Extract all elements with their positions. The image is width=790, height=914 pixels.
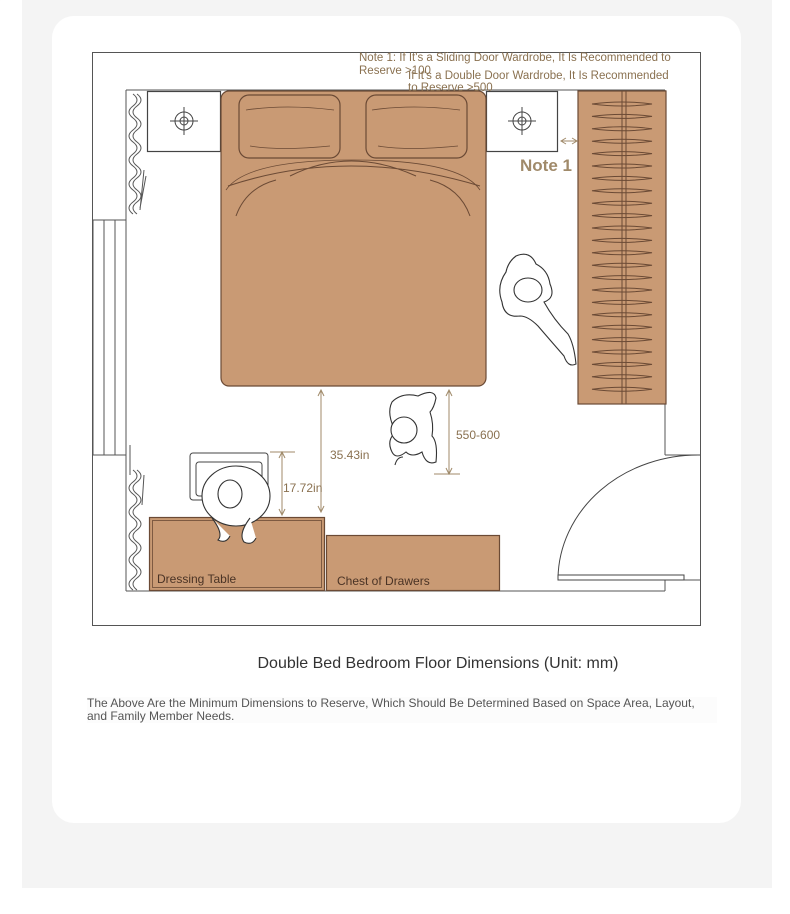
nightstand-left — [148, 92, 221, 152]
dressing-table-label: Dressing Table — [157, 572, 237, 586]
diagram-title: Double Bed Bedroom Floor Dimensions (Unit: mm) — [257, 655, 619, 672]
note1-marker: Note 1 — [520, 156, 572, 175]
chest-of-drawers-label: Chest of Drawers — [337, 574, 430, 588]
note1-sliding-line2: Reserve >100 — [359, 65, 431, 77]
door — [558, 455, 700, 580]
note1-sliding-line1: Note 1: If It's a Sliding Door Wardrobe, It Is Recommended to — [359, 52, 671, 64]
note1-double-line1: If It's a Double Door Wardrobe, It Is Recommended — [408, 70, 669, 82]
curtain-bottom — [129, 445, 144, 590]
window — [93, 220, 126, 455]
dimension-label-walkway: 550-600 — [456, 428, 501, 442]
note1-double-line2: to Reserve >500 — [408, 82, 493, 94]
curtain-top — [129, 94, 146, 214]
nightstand-right — [487, 92, 558, 152]
dimension-label-chair: 17.72in — [283, 481, 323, 495]
person-walking-center — [390, 392, 437, 465]
double-bed — [221, 91, 486, 386]
note1-double-full — [0, 0, 1, 1]
dimension-label-bed-to-dresser: 35.43in — [330, 448, 370, 462]
diagram-description: The Above Are the Minimum Dimensions to Reserve, Which Should Be Determined Based on Space Area, Layout, and Family Member Needs. — [87, 697, 717, 723]
wardrobe — [578, 91, 666, 404]
person-walking-right — [500, 254, 576, 365]
